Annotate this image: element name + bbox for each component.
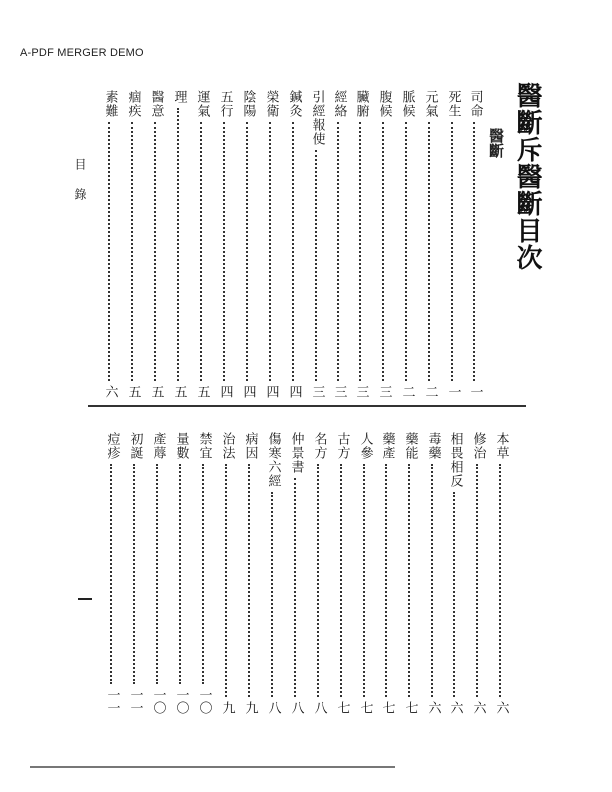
entry-title: 醫意: [148, 90, 164, 118]
dot-leader: [131, 122, 135, 381]
toc-entry: [287, 432, 305, 714]
entry-title: 名方: [311, 432, 327, 460]
page-number: 九: [242, 701, 258, 714]
page-number: 一一: [104, 688, 120, 714]
page-number: 五: [194, 385, 210, 398]
page-number: 三: [331, 385, 347, 398]
toc-entry: [421, 90, 439, 398]
entry-title: 痘疹: [104, 432, 120, 460]
dot-leader: [154, 122, 158, 381]
page-number: 三: [309, 385, 325, 398]
toc-entry: [308, 90, 326, 398]
entry-title: 治法: [219, 432, 235, 460]
page-number: 二: [422, 385, 438, 398]
dot-leader: [408, 464, 412, 697]
toc-entry: [285, 90, 303, 398]
dot-leader: [405, 122, 409, 381]
entry-title: 經絡: [331, 90, 347, 118]
toc-entry: [264, 432, 282, 714]
page-number: 四: [240, 385, 256, 398]
dot-leader: [179, 464, 183, 684]
toc-entry: [241, 432, 259, 714]
folio-mark: [78, 598, 92, 600]
page-number: 六: [447, 701, 463, 714]
page-number: 六: [470, 701, 486, 714]
dot-leader: [315, 150, 319, 381]
toc-entry: [492, 432, 510, 714]
page-number: 七: [334, 701, 350, 714]
dot-leader: [453, 492, 457, 697]
entry-title: 古方: [334, 432, 350, 460]
toc-entry: [239, 90, 257, 398]
entry-title: 傷寒六經: [265, 432, 281, 488]
entry-title: 禁宜: [196, 432, 212, 460]
page-number: 四: [217, 385, 233, 398]
entry-title: 痼疾: [125, 90, 141, 118]
dot-leader: [451, 122, 455, 381]
dot-leader: [337, 122, 341, 381]
entry-title: 鍼灸: [286, 90, 302, 118]
page-number: 五: [125, 385, 141, 398]
toc-entry: [172, 432, 190, 714]
toc-entry: [330, 90, 348, 398]
dot-leader: [246, 122, 250, 381]
dot-leader: [382, 122, 386, 381]
page-number: 七: [402, 701, 418, 714]
dot-leader: [317, 464, 321, 697]
toc-entry: [375, 90, 393, 398]
page-number: 一〇: [173, 688, 189, 714]
dot-leader: [177, 108, 181, 381]
bottom-rule: [30, 766, 395, 768]
toc-entry: [310, 432, 328, 714]
toc-entry: [195, 432, 213, 714]
dot-leader: [473, 122, 477, 381]
toc-entry: [401, 432, 419, 714]
toc-entry: [218, 432, 236, 714]
dot-leader: [223, 122, 227, 381]
entry-title: 素難: [102, 90, 118, 118]
dot-leader: [499, 464, 503, 697]
toc-entry: [444, 90, 462, 398]
page-number: 四: [263, 385, 279, 398]
entry-title: 五行: [217, 90, 233, 118]
entry-title: 量數: [173, 432, 189, 460]
entry-title: 運氣: [194, 90, 210, 118]
dot-leader: [271, 492, 275, 697]
page-number: 八: [288, 701, 304, 714]
page-number: 一: [467, 385, 483, 398]
entry-title: 修治: [470, 432, 486, 460]
page-number: 九: [219, 701, 235, 714]
toc-entry: [103, 432, 121, 714]
entry-title: 脈候: [399, 90, 415, 118]
dot-leader: [248, 464, 252, 697]
page-number: 三: [353, 385, 369, 398]
toc-entry: [193, 90, 211, 398]
entry-title: 臟腑: [353, 90, 369, 118]
dot-leader: [431, 464, 435, 697]
dot-leader: [108, 122, 112, 381]
toc-entry: [356, 432, 374, 714]
side-label-mu: 目: [73, 158, 87, 170]
dot-leader: [225, 464, 229, 697]
entry-title: 元氣: [422, 90, 438, 118]
toc-entry: [216, 90, 234, 398]
dot-leader: [385, 464, 389, 697]
toc-entry: [398, 90, 416, 398]
dot-leader: [133, 464, 137, 684]
entry-title: 人參: [357, 432, 373, 460]
entry-title: 初誕: [127, 432, 143, 460]
entry-title: 腹候: [376, 90, 392, 118]
entry-title: 相畏相反: [447, 432, 463, 488]
dot-leader: [202, 464, 206, 684]
dot-leader: [340, 464, 344, 697]
page-number: 一: [445, 385, 461, 398]
toc-entry: [352, 90, 370, 398]
page-number: 一一: [127, 688, 143, 714]
page-number: 二: [399, 385, 415, 398]
page-number: 六: [102, 385, 118, 398]
entry-title: 藥產: [379, 432, 395, 460]
toc-entry: [469, 432, 487, 714]
toc-entry: [446, 432, 464, 714]
entry-title: 藥能: [402, 432, 418, 460]
entry-title: 理: [171, 90, 187, 104]
toc-entry: [101, 90, 119, 398]
dot-leader: [428, 122, 432, 381]
dot-leader: [292, 122, 296, 381]
entry-title: 本草: [493, 432, 509, 460]
toc-entry: [126, 432, 144, 714]
entry-title: 毒藥: [425, 432, 441, 460]
toc-entry: [378, 432, 396, 714]
toc-entry: [262, 90, 280, 398]
page-number: 八: [311, 701, 327, 714]
entry-title: 病因: [242, 432, 258, 460]
section-divider: [88, 405, 526, 407]
toc-entry: [466, 90, 484, 398]
toc-entry: [424, 432, 442, 714]
dot-leader: [363, 464, 367, 697]
entry-title: 死生: [445, 90, 461, 118]
page-number: 六: [493, 701, 509, 714]
toc-entry: [147, 90, 165, 398]
page-number: 一〇: [196, 688, 212, 714]
dot-leader: [110, 464, 114, 684]
entry-title: 陰陽: [240, 90, 256, 118]
toc-entry: [124, 90, 142, 398]
section-heading: 醫斷: [487, 128, 505, 158]
toc-entry: [333, 432, 351, 714]
page-number: 三: [376, 385, 392, 398]
entry-title: 引經報使: [309, 90, 325, 146]
page-number: 五: [171, 385, 187, 398]
entry-title: 榮衛: [263, 90, 279, 118]
page-number: 一〇: [150, 688, 166, 714]
toc-entry: [149, 432, 167, 714]
book-title: 醫斷斥醫斷目次: [512, 82, 542, 271]
page-number: 六: [425, 701, 441, 714]
page-number: 八: [265, 701, 281, 714]
dot-leader: [359, 122, 363, 381]
dot-leader: [476, 464, 480, 697]
dot-leader: [156, 464, 160, 684]
dot-leader: [294, 478, 298, 697]
page-number: 四: [286, 385, 302, 398]
dot-leader: [269, 122, 273, 381]
dot-leader: [200, 122, 204, 381]
side-label-lu: 錄: [73, 188, 87, 200]
watermark-text: A-PDF MERGER DEMO: [20, 47, 144, 59]
page-number: 七: [357, 701, 373, 714]
entry-title: 仲景書: [288, 432, 304, 474]
page-number: 五: [148, 385, 164, 398]
page-number: 七: [379, 701, 395, 714]
entry-title: 產蓐: [150, 432, 166, 460]
entry-title: 司命: [467, 90, 483, 118]
toc-entry: [170, 90, 188, 398]
